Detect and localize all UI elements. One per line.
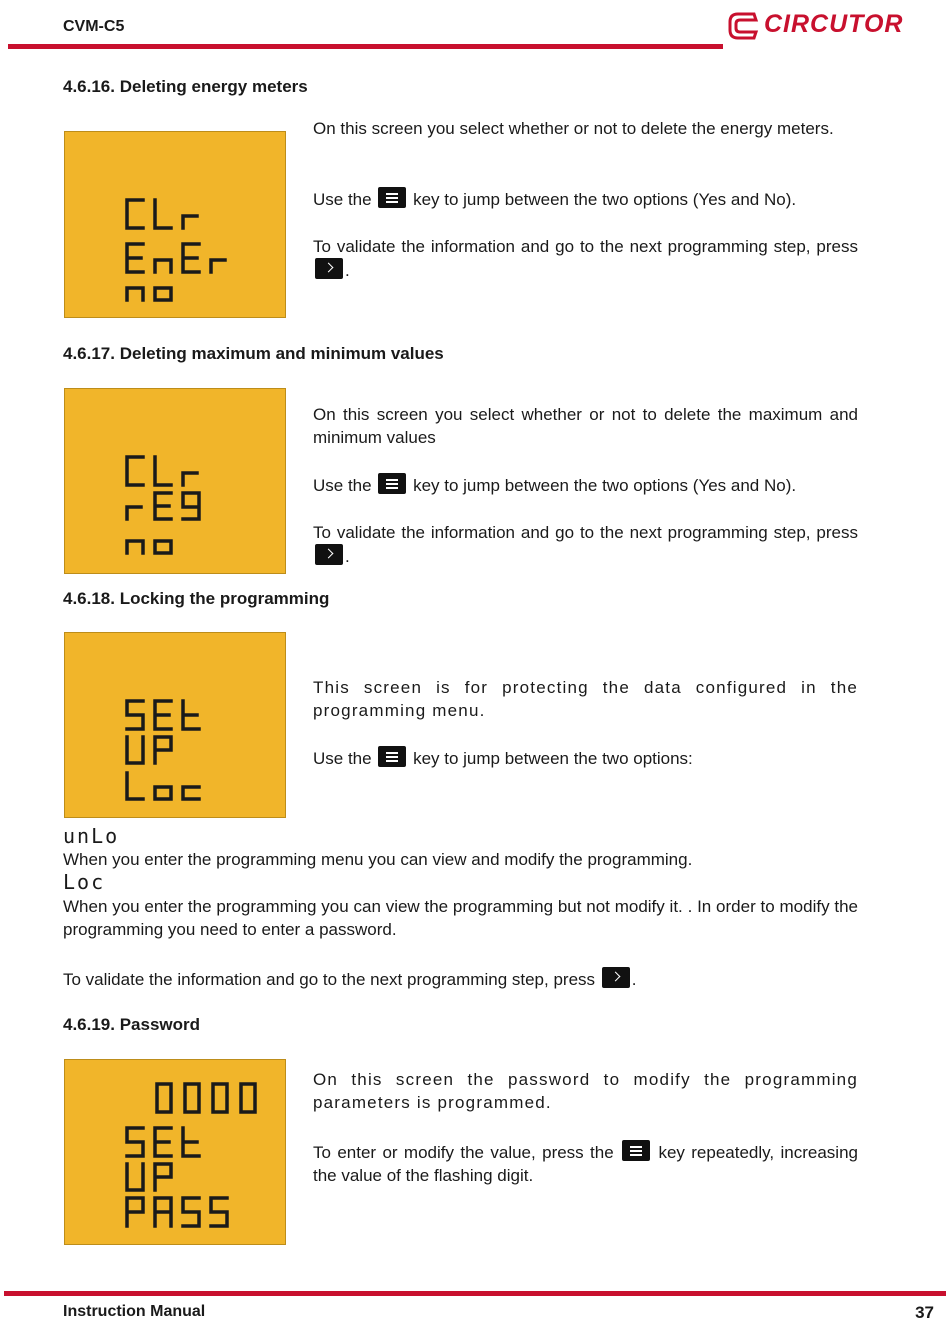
text-key-jump: key to jump between the two options (Yes and No). <box>413 476 797 495</box>
logo-mark-icon <box>726 8 762 44</box>
text-use-the: Use the <box>313 749 372 768</box>
next-key-icon <box>315 258 343 279</box>
text-validate: To validate the information and go to the next programming step, press <box>63 970 596 989</box>
section-heading-deleting-max-min: 4.6.17. Deleting maximum and minimum values <box>63 344 444 363</box>
paragraph-delete-energy-description: On this screen you select whether or not to delete the energy meters. <box>313 119 834 138</box>
text-use-the: Use the <box>313 190 372 209</box>
text-enter-modify: To enter or modify the value, press the <box>313 1143 614 1162</box>
paragraph-validate <box>313 521 858 568</box>
text-period: . <box>631 970 637 989</box>
menu-key-icon <box>378 187 406 208</box>
section-heading-password: 4.6.19. Password <box>63 1015 201 1034</box>
option-label-loc: Loc <box>63 870 106 894</box>
text-period: . <box>345 261 350 280</box>
document-title: CVM-C5 <box>63 18 125 35</box>
lcd-screen-clr-reg <box>64 388 286 574</box>
menu-key-icon <box>378 473 406 494</box>
menu-key-icon <box>378 746 406 767</box>
footer-manual-label: Instruction Manual <box>63 1303 206 1320</box>
lcd-segments <box>65 1060 285 1244</box>
paragraph-enter-value <box>313 1140 858 1187</box>
paragraph-validate <box>63 967 858 991</box>
lcd-screen-password <box>64 1059 286 1245</box>
paragraph-locking-description: This screen is for protecting the data configured in the programming menu. <box>313 678 858 720</box>
text-validate: To validate the information and go to the next programming step, press <box>313 237 858 256</box>
page-number: 37 <box>915 1303 934 1322</box>
logo-text: CIRCUTOR <box>764 10 904 38</box>
text-validate: To validate the information and go to the next programming step, press <box>313 523 858 542</box>
text-key-jump: key to jump between the two options (Yes and No). <box>413 190 797 209</box>
next-key-icon <box>315 544 343 565</box>
header-rule <box>8 44 723 49</box>
lcd-screen-clr-ener <box>64 131 286 318</box>
lcd-segments <box>65 132 285 317</box>
lcd-segments <box>65 389 285 573</box>
paragraph-validate <box>313 235 858 282</box>
lcd-screen-set-up-loc <box>64 632 286 818</box>
paragraph-password-description: On this screen the password to modify the programming parameters is programmed. <box>313 1070 858 1112</box>
next-key-icon <box>602 967 630 988</box>
option-label-unlo: unLo <box>63 824 120 848</box>
footer-rule <box>4 1291 946 1296</box>
text-key-repeatedly: key repeatedly, increasing the value of the flashing digit. <box>313 1143 858 1185</box>
option-text-loc: When you enter the programming you can view the programming but not modify it. . In order to modify the programming you need to enter a password. <box>63 897 858 939</box>
paragraph-use-key <box>313 473 858 497</box>
menu-key-icon <box>622 1140 650 1161</box>
paragraph-delete-maxmin-description: On this screen you select whether or not to delete the maximum and minimum values <box>313 405 858 447</box>
section-heading-deleting-energy-meters: 4.6.16. Deleting energy meters <box>63 77 308 96</box>
section-heading-locking-programming: 4.6.18. Locking the programming <box>63 589 330 608</box>
option-text-unlo: When you enter the programming menu you can view and modify the programming. <box>63 850 693 869</box>
paragraph-use-key <box>313 187 858 211</box>
text-period: . <box>345 547 350 566</box>
text-key-jump: key to jump between the two options: <box>413 749 693 768</box>
lcd-segments <box>65 633 285 817</box>
circutor-logo <box>726 8 906 44</box>
paragraph-use-key <box>313 746 858 770</box>
text-use-the: Use the <box>313 476 372 495</box>
